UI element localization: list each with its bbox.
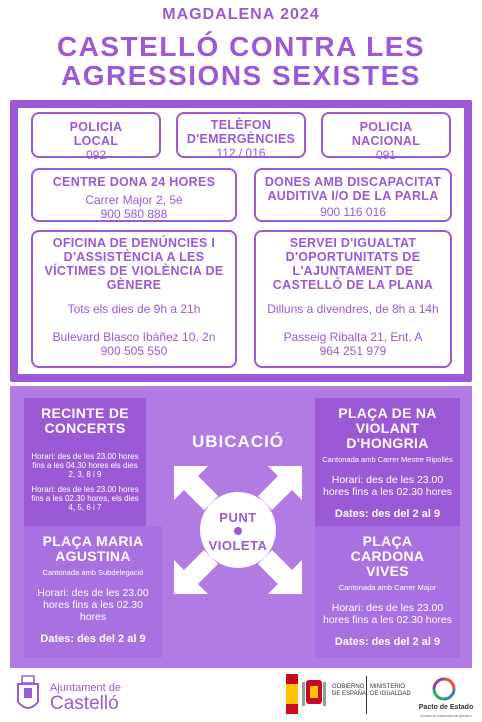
card-phone: 964 251 979 [319,344,387,358]
pacto-line1: Pacto de Estado [418,704,474,711]
ubicacio-label: UBICACIÓ [191,432,285,451]
location-violant [315,398,460,526]
location-dates: Dates: des del 2 al 9 [40,633,146,645]
card-phone: 900 505 550 [100,344,168,358]
violeta-label: VIOLETA [208,538,268,553]
dot-icon [234,527,242,535]
location-horari: Horari: des de les 23.00 hores fins a les 02.30 hores [323,602,452,626]
card-phone: 092 [85,148,107,162]
card-title: SERVEI D'IGUALTAT D'OPORTUNITATS DE L'AJUNTAMENT DE CASTELLÓ DE LA PLANA [272,236,434,292]
card-title: DONES AMB DISCAPACITAT AUDITIVA I/O DE LA PARLA [264,175,442,203]
ajuntament-line2: Castelló [50,693,119,714]
title-line1: CASTELLÓ CONTRA LES [56,31,426,62]
location-horari: Horari: des de les 23.00 hores fins a les 02.30 hores [37,587,149,623]
divider [366,676,367,714]
card-policia-nacional [321,112,451,162]
card-hours: Tots els dies de 9h a 21h [67,302,201,316]
punt-label: PUNT [219,510,257,525]
card-discapacitat [254,168,452,222]
card-oficina [31,230,237,368]
card-title: OFICINA DE DENÚNCIES I D'ASSISTÈNCIA A LES VÍCTIMES DE VIOLÈNCIA DE GÈNERE [44,236,224,292]
card-address: Carrer Major 2, 5é [85,193,183,207]
coat-of-arms-icon [300,676,328,712]
title-line2: AGRESSIONS SEXISTES [61,60,421,91]
card-title: CENTRE DONA 24 HORES [52,175,216,189]
pacto-line2: contra la violencia de género [420,713,472,718]
card-title: POLICIA NACIONAL [351,120,421,148]
card-emergencies [176,112,306,158]
locations-panel [10,386,472,668]
location-cardona [315,526,460,658]
card-address: Passeig Ribalta 21, Ent. A [283,330,423,344]
card-title: TELÈFON D'EMERGÈNCIES [186,118,296,146]
location-recinte [24,398,146,526]
pacto-logo-icon [430,676,458,702]
location-title: PLAÇA DE NA VIOLANT D'HONGRIA [338,405,437,451]
footer [0,668,482,722]
location-horari-2: Horari: des de les 23.00 hores fins a les 02.30 hores, els dies 4, 5, 6 i 7 [31,485,139,512]
location-sub: Cantonada amb Carrer Major [338,583,437,592]
card-phone: 900 116 016 [320,205,386,219]
card-title: POLICIA LOCAL [69,120,123,148]
ajuntament-line1: Ajuntament de [50,682,121,694]
castello-crest-icon [10,674,46,716]
contacts-panel [10,100,472,382]
location-dates: Dates: des del 2 al 9 [334,508,441,520]
location-sub: Cantonada amb Subdelegació [42,568,144,577]
card-hours: Dilluns a divendres, de 8h a 14h [267,302,439,316]
gobierno-label: GOBIERNO DE ESPAÑA [332,684,366,697]
location-sub: Cantonada amb Carrer Mestre Ripollés [322,455,453,464]
location-horari: Horari: des de les 23.00 hores fins a les 02.30 hores [323,474,452,498]
card-phone: 112 / 016 [216,146,266,160]
location-agustina [24,526,162,658]
location-horari-1: Horari: des de les 23.00 hores fins a les 04.30 hores els dies 2, 3, 8 i 9 [31,452,139,479]
location-dates: Dates: des del 2 al 9 [334,636,441,648]
card-phone: 900 580 888 [100,207,168,221]
location-title: PLAÇA CARDONA VIVES [350,533,425,579]
card-servei [254,230,452,368]
location-title: PLAÇA MARIA AGUSTINA [42,533,144,564]
location-title: RECINTE DE CONCERTS [41,405,129,436]
card-phone: 091 [375,148,397,162]
card-policia-local [31,112,161,162]
flag-yellow [286,684,298,704]
event-label: MAGDALENA 2024 [162,6,320,23]
ministerio-label: MINISTERIO DE IGUALDAD [370,684,411,697]
card-address: Bulevard Blasco Ibáñez 10, 2n [52,330,216,344]
card-centre-dona [31,168,237,222]
